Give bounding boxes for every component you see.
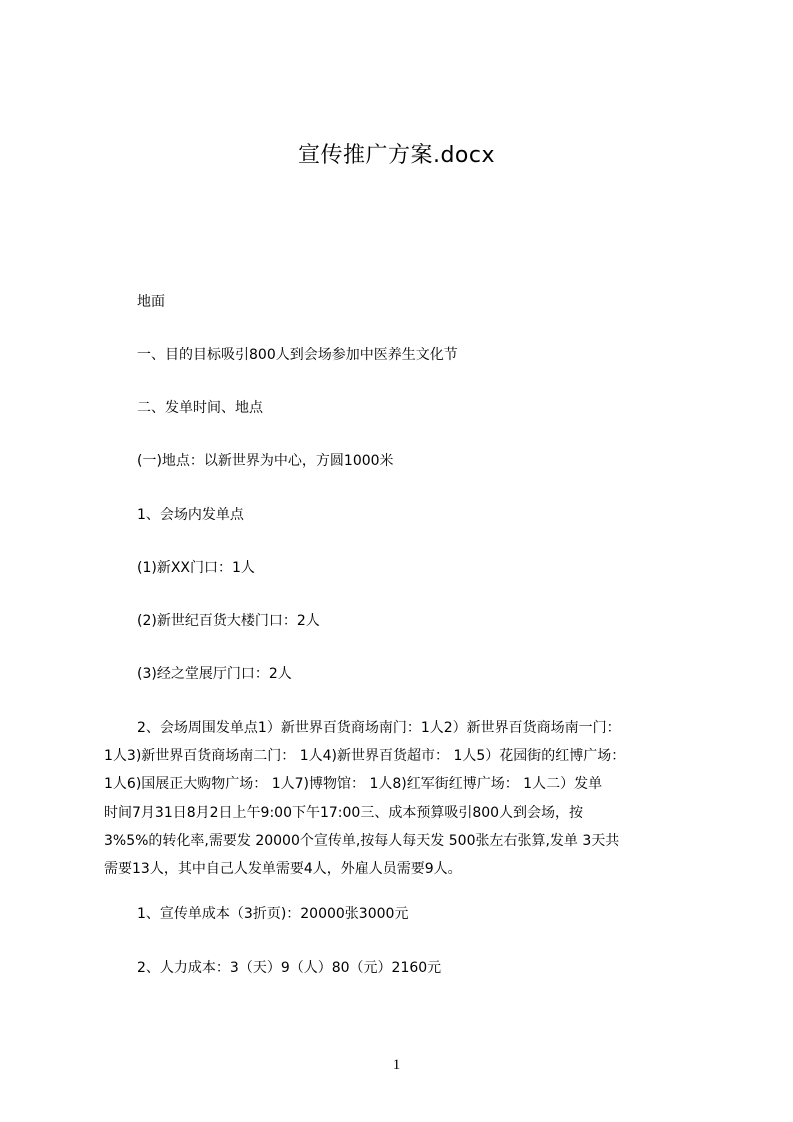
venue-points-heading: 1、会场内发单点: [137, 507, 244, 523]
location-description: (一)地点：以新世界为中心，方圆1000米: [137, 453, 394, 469]
paragraph-line: 1人6)国展正大购物广场： 1人7)博物馆： 1人8)红军街红博广场： 1人二）发单: [104, 776, 603, 793]
surrounding-points-paragraph: [104, 714, 697, 883]
paragraph-line: 时间7月31日8月2日上午9:00下午17:00三、成本预算吸引800人到会场，按: [104, 804, 584, 821]
venue-point-1: (1)新XX门口：1人: [137, 560, 255, 576]
venue-point-3: (3)经之堂展厅门口：2人: [137, 666, 292, 682]
heading-ground: 地面: [137, 294, 165, 310]
cost-labor: 2、人力成本：3（天）9（人）80（元）2160元: [137, 960, 442, 976]
paragraph-line: 2、会场周围发单点1）新世界百货商场南门：1人2）新世界百货商场南一门：: [137, 720, 621, 736]
section-time-location: 二、发单时间、地点: [137, 400, 263, 416]
venue-point-2: (2)新世纪百货大楼门口：2人: [137, 613, 320, 629]
document-title: 宣传推广方案.docx: [297, 143, 496, 168]
paragraph-line: 3%5%的转化率,需要发 20000个宣传单,按每人每天发 500张左右张算,发单 3天共: [104, 832, 620, 849]
page-number: 1: [392, 1057, 401, 1073]
cost-flyers: 1、宣传单成本（3折页)：20000张3000元: [137, 906, 409, 922]
paragraph-line: 需要13人，其中自己人发单需要4人，外雇人员需要9人。: [104, 860, 462, 877]
section-goal: 一、目的目标吸引800人到会场参加中医养生文化节: [137, 347, 458, 363]
paragraph-line: 1人3)新世界百货商场南二门： 1人4)新世界百货超市： 1人5）花园街的红博广场：: [104, 748, 626, 765]
